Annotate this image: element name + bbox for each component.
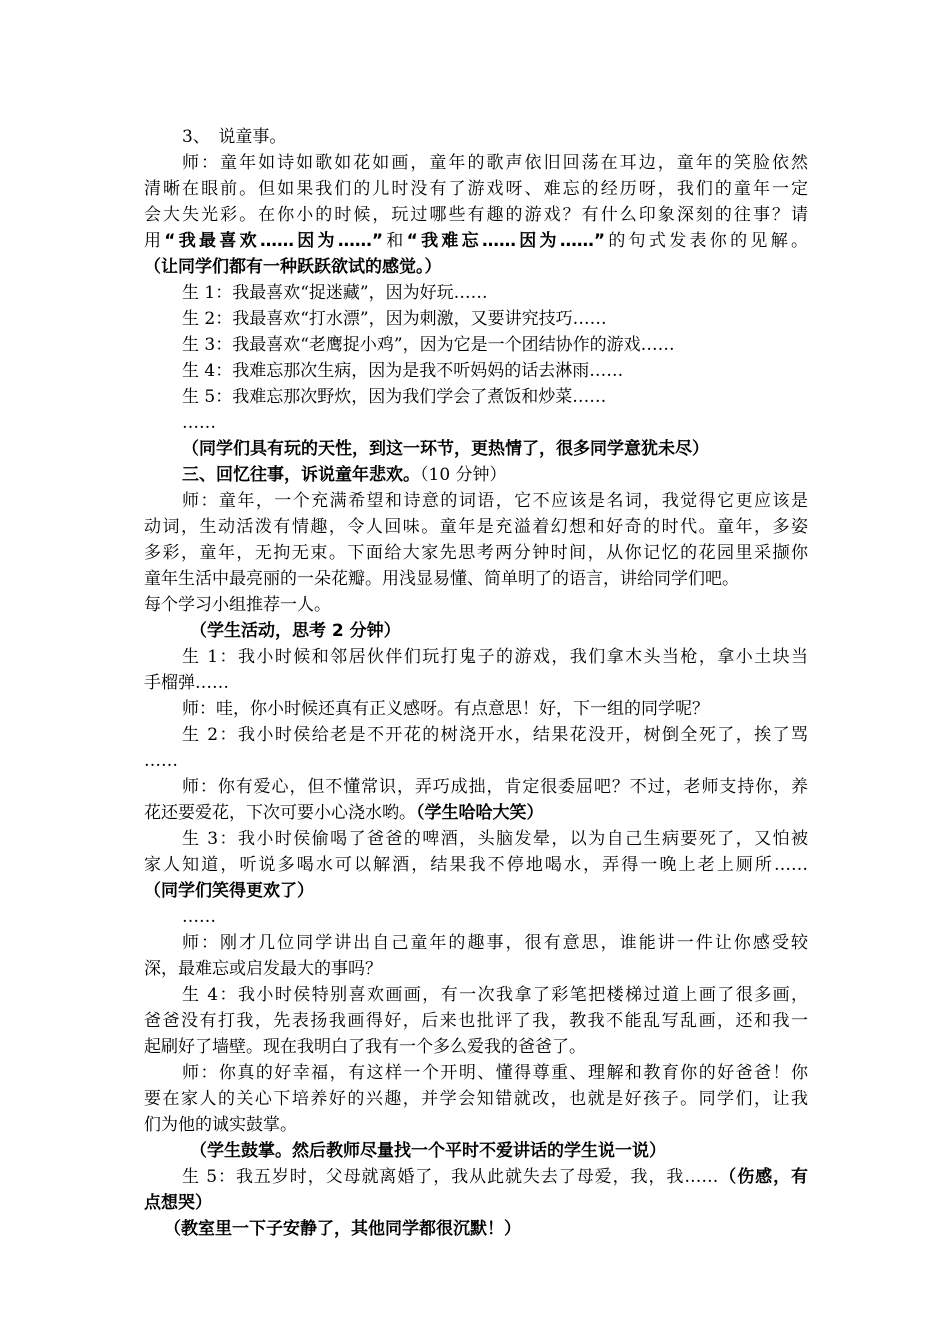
paragraph-line: 们为他的诚实鼓掌。 — [144, 1115, 297, 1135]
paragraph-line: …… — [144, 751, 178, 771]
paragraph-line: 师：童年如诗如歌如花如画，童年的歌声依旧回荡在耳边，童年的笑脸依然 — [182, 153, 808, 173]
stage-direction: （同学们具有玩的天性，到这一环节，更热情了，很多同学意犹未尽） — [182, 439, 709, 459]
stage-direction: 点想哭） — [144, 1193, 212, 1213]
student-answer: 生 2：我小时侯给老是不开花的树浇开水，结果花没开，树倒全死了，挨了骂 — [182, 725, 808, 745]
bold-phrase: “我最喜欢……因为……” — [164, 231, 384, 251]
stage-direction: （学生哈哈大笑） — [416, 803, 544, 823]
paragraph-line: 动词，生动活泼有情趣，令人回味。童年是充溢着幻想和好奇的时代。童年，多姿 — [144, 517, 808, 537]
ellipsis: …… — [182, 413, 216, 433]
paragraph-line: 花还要爱花，下次可要小心浇水哟。（学生哈哈大笑） — [144, 803, 544, 823]
teacher-line: 师：你有爱心，但不懂常识，弄巧成拙，肯定很委屈吧？不过，老师支持你，养 — [182, 777, 808, 797]
student-answer: 生 2：我最喜欢“打水漂”，因为刺激，又要讲究技巧…… — [182, 309, 607, 329]
ellipsis: …… — [182, 907, 216, 927]
section-heading-3: 3、 说童事。 — [182, 127, 287, 147]
paragraph-line: 要在家人的关心下培养好的兴趣，并学会知错就改，也就是好孩子。同学们，让我 — [144, 1089, 808, 1109]
student-answer: 生 1：我小时候和邻居伙伴们玩打鬼子的游戏，我们拿木头当枪，拿小土块当 — [182, 647, 808, 667]
stage-direction: （同学们笑得更欢了） — [144, 881, 314, 901]
paragraph-line: 童年生活中最亮丽的一朵花瓣。用浅显易懂、简单明了的语言，讲给同学们吧。 — [144, 569, 739, 589]
student-answer: 生 3：我小时侯偷喝了爸爸的啤酒，头脑发晕，以为自己生病要死了，又怕被 — [182, 829, 808, 849]
bold-phrase: “我难忘……因为……” — [406, 231, 606, 251]
stage-direction: （学生鼓掌。然后教师尽量找一个平时不爱讲话的学生说一说） — [190, 1141, 666, 1161]
paragraph-line: 起刷好了墙壁。现在我明白了我有一个多么爱我的爸爸了。 — [144, 1037, 586, 1057]
stage-direction: （教室里一下子安静了，其他同学都很沉默！） — [164, 1219, 521, 1239]
paragraph-line: 手榴弹…… — [144, 673, 229, 693]
section-heading-three: 三、回忆往事，诉说童年悲欢。（10 分钟） — [182, 465, 507, 485]
paragraph-line: 清晰在眼前。但如果我们的儿时没有了游戏呀、难忘的经历呀，我们的童年一定 — [144, 179, 808, 199]
paragraph-line: 用“我最喜欢……因为……”和“我难忘……因为……”的句式发表你的见解。 — [144, 231, 808, 251]
document-body — [144, 124, 808, 1242]
student-answer: 生 3：我最喜欢“老鹰捉小鸡”，因为它是一个团结协作的游戏…… — [182, 335, 675, 355]
student-answer: 生 5：我难忘那次野炊，因为我们学会了煮饭和炒菜…… — [182, 387, 607, 407]
student-answer: 生 1：我最喜欢“捉迷藏”，因为好玩…… — [182, 283, 488, 303]
teacher-line: 师：你真的好幸福，有这样一个开明、懂得尊重、理解和教育你的好爸爸！你 — [182, 1063, 808, 1083]
paragraph-line: 师：童年，一个充满希望和诗意的词语，它不应该是名词，我觉得它更应该是 — [182, 491, 808, 511]
student-answer: 生 4：我难忘那次生病，因为是我不听妈妈的话去淋雨…… — [182, 361, 624, 381]
teacher-line: 师：哇，你小时候还真有正义感呀。有点意思！好，下一组的同学呢？ — [182, 699, 709, 719]
paragraph-line: 多彩，童年，无拘无束。下面给大家先思考两分钟时间，从你记忆的花园里采撷你 — [144, 543, 808, 563]
paragraph-line: 会大失光彩。在你小的时候，玩过哪些有趣的游戏？有什么印象深刻的往事？请 — [144, 205, 808, 225]
paragraph-line: 深，最难忘或启发最大的事吗？ — [144, 959, 382, 979]
stage-direction: （学生活动，思考 2 分钟） — [190, 621, 401, 641]
teacher-line: 师：刚才几位同学讲出自己童年的趣事，很有意思，谁能讲一件让你感受较 — [182, 933, 808, 953]
stage-direction: （伤感，有 — [718, 1167, 809, 1187]
stage-direction: （让同学们都有一种跃跃欲试的感觉。） — [144, 257, 442, 277]
paragraph-line: 爸爸没有打我，先表扬我画得好，后来也批评了我，教我不能乱写乱画，还和我一 — [144, 1011, 808, 1031]
paragraph-line: 家人知道，听说多喝水可以解酒，结果我不停地喝水，弄得一晚上老上厕所…… — [144, 855, 808, 875]
student-answer: 生 5：我五岁时，父母就离婚了，我从此就失去了母爱，我，我……（伤感，有 — [182, 1167, 809, 1187]
student-answer: 生 4：我小时侯特别喜欢画画，有一次我拿了彩笔把楼梯过道上画了很多画， — [182, 985, 808, 1005]
paragraph-line: 每个学习小组推荐一人。 — [144, 595, 331, 615]
